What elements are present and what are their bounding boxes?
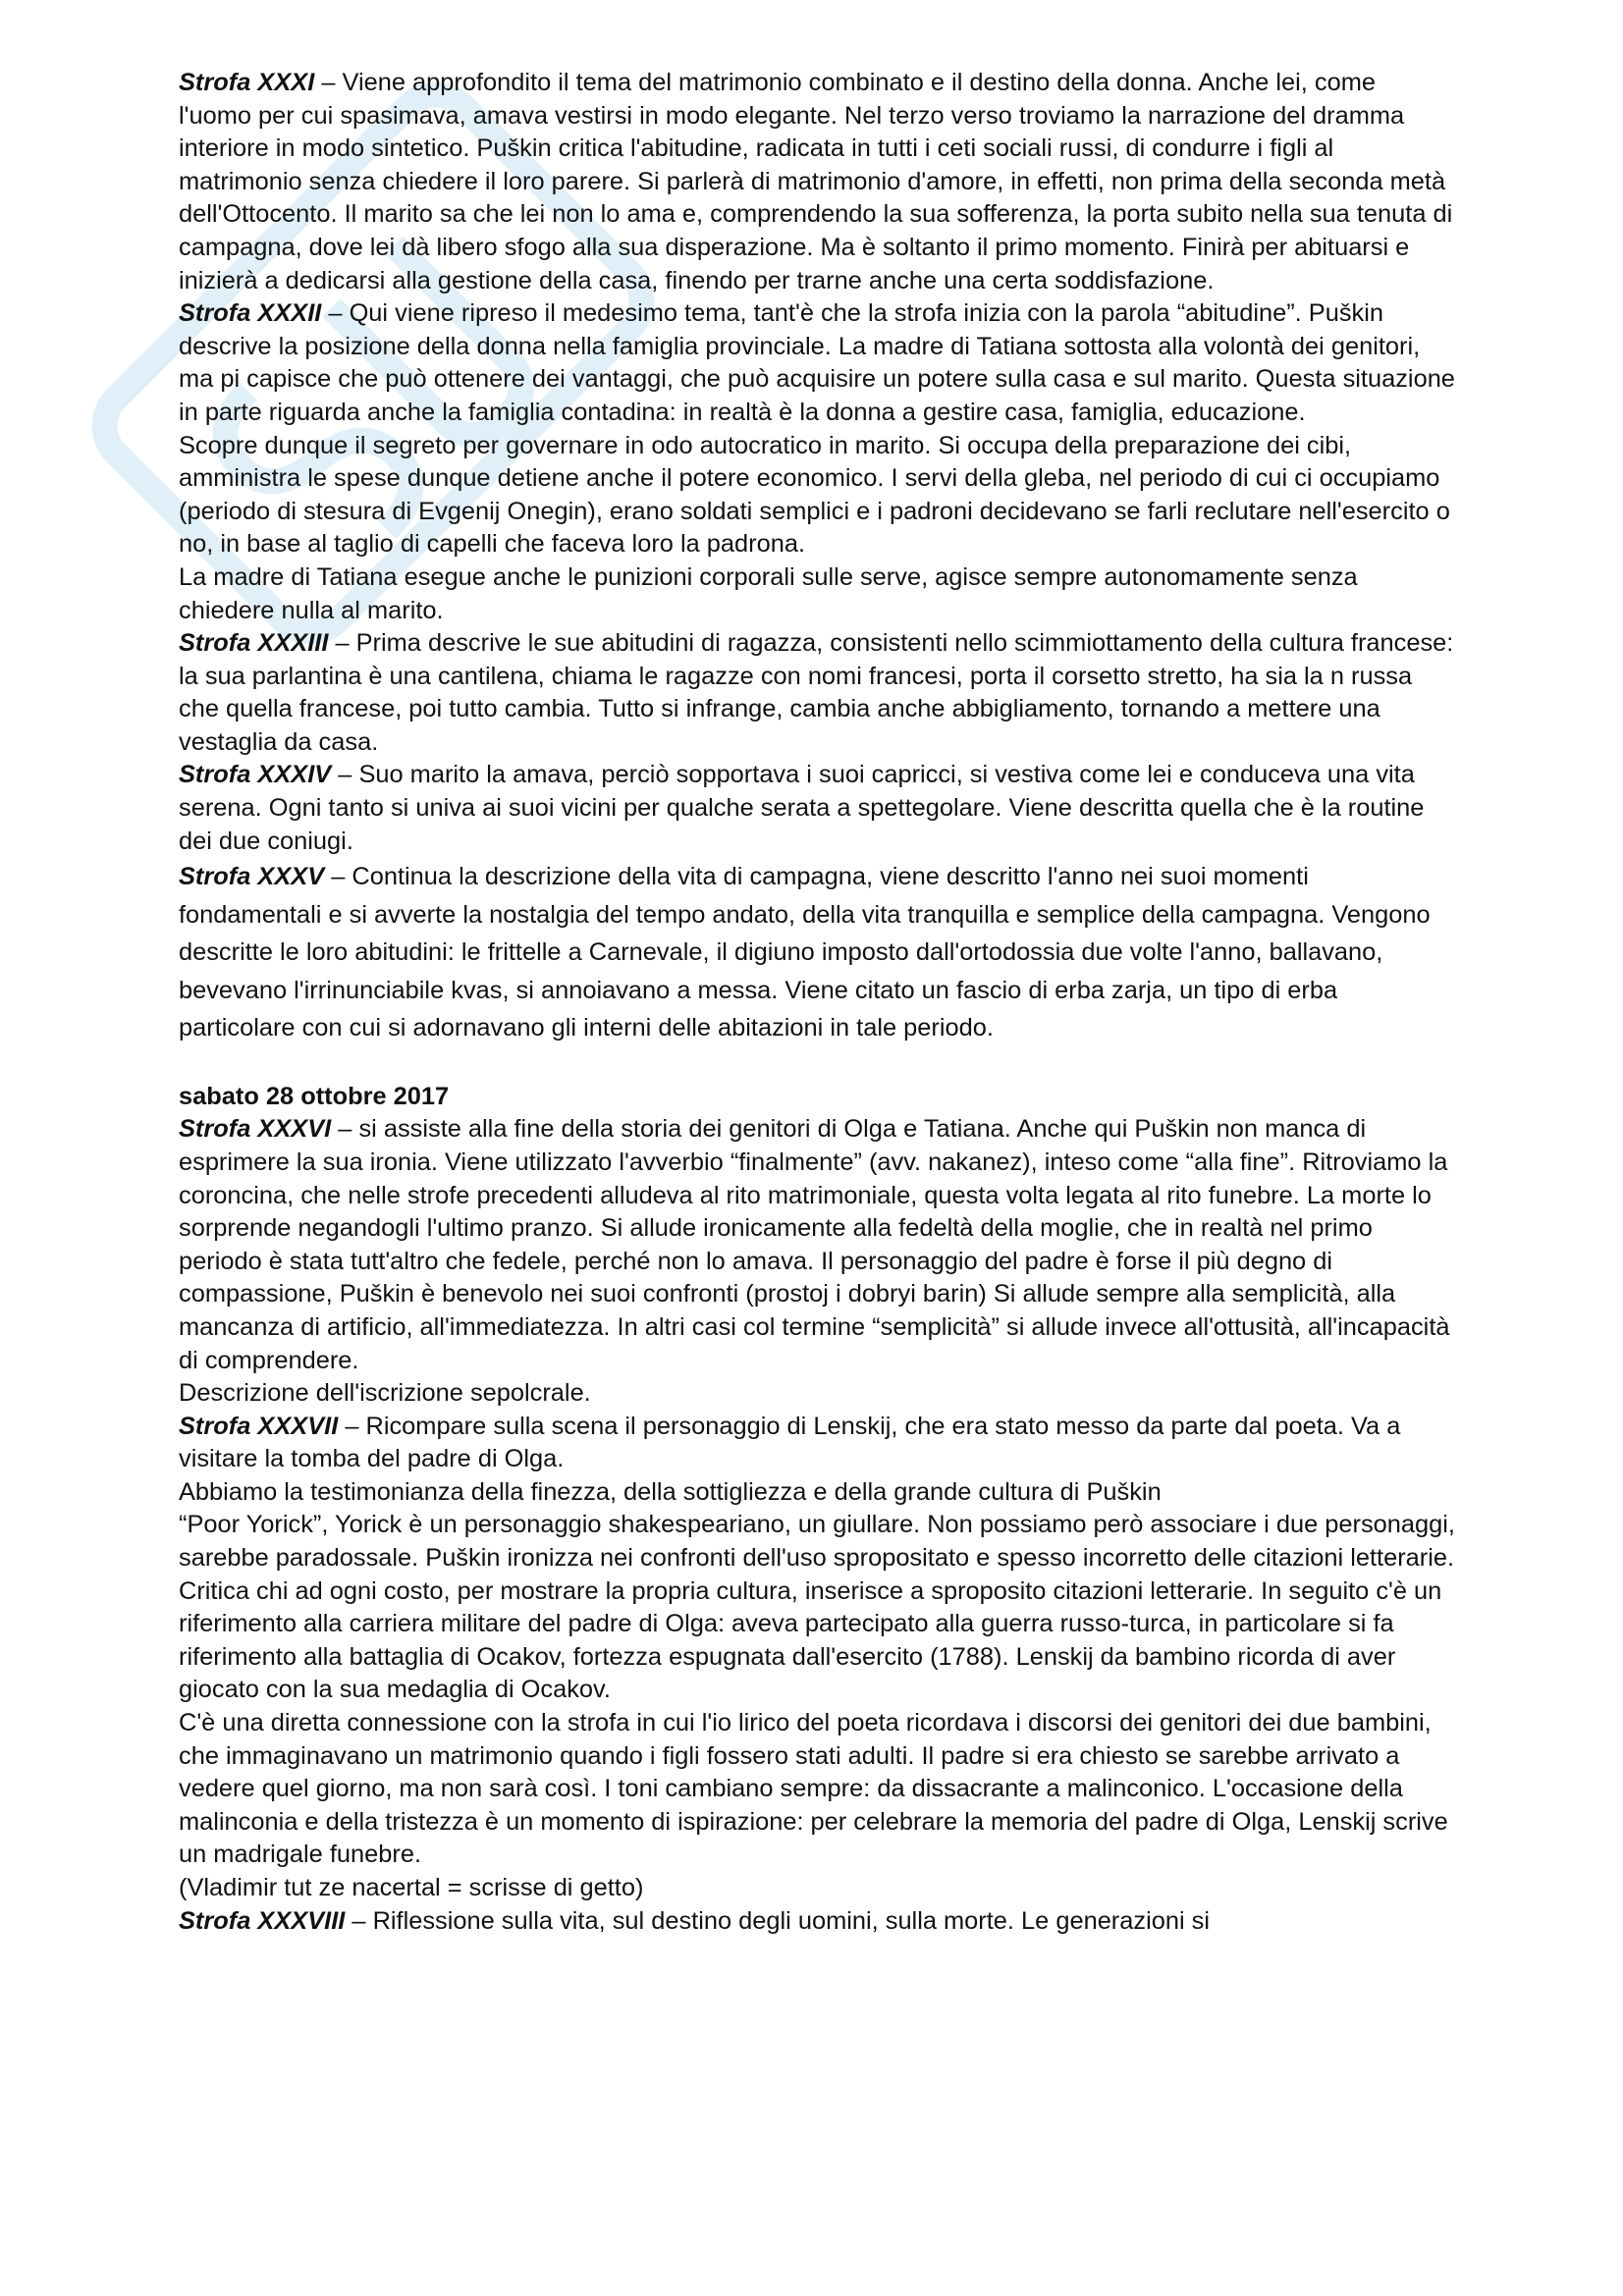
paragraph-text: Qui viene ripreso il medesimo tema, tant'è che la strofa inizia con la parola “abitudine”. Puškin descrive la posizione della donna nella famiglia provinciale. La madre di Tatiana sottosta alla volontà dei genitori, ma pi capisce che può ottenere dei vantaggi, che può acquisire un potere sulla casa e sul marito. Questa situazione in parte riguarda anche la famiglia contadina: in realtà è la donna a gestire casa, famiglia, educazione. (179, 299, 1455, 426)
strofa-heading: Strofa XXXVII (179, 1412, 339, 1440)
strofa-heading: Strofa XXXIV (179, 761, 332, 789)
separator: – (328, 629, 356, 658)
paragraph-text: Ricompare sulla scena il personaggio di Lenskij, che era stato messo da parte dal poeta. Va a visitare la tomba del padre di Olga. (179, 1412, 1401, 1473)
strofa-heading: Strofa XXXVIII (179, 1906, 346, 1935)
separator: – (324, 863, 352, 891)
paragraph-strofa-xxxv (179, 858, 1455, 1047)
paragraph-strofa-xxxi (179, 67, 1455, 297)
strofa-heading: Strofa XXXIII (179, 629, 329, 658)
paragraph-text: (Vladimir tut ze nacertal = scrisse di getto) (179, 1874, 644, 1901)
paragraph-text: Prima descrive le sue abitudini di ragazza, consistenti nello scimmiottamento della cultura francese: la sua parlantina è una cantilena, chiama le ragazze con nomi francesi, porta il corsetto stretto, ha sia la n russa che quella francese, poi tutto cambia. Tutto si infrange, cambia anche abbigliamento, tornando a mettere una vestaglia da casa. (179, 629, 1454, 756)
paragraph-text: si assiste alla fine della storia dei genitori di Olga e Tatiana. Anche qui Puškin non manca di esprimere la sua ironia. Viene utilizzato l'avverbio “finalmente” (avv. nakanez), inteso come “alla fine”. Ritroviamo la coroncina, che nelle strofe precedenti alludeva al rito matrimoniale, questa volta legata al rito funebre. La morte lo sorprende negandogli l'ultimo pranzo. Si allude ironicamente alla fedeltà della moglie, che in realtà nel primo periodo è stata tutt'altro che fedele, perché non lo amava. Il personaggio del padre è forse il più degno di compassione, Puškin è benevolo nei suoi confronti (prostoj i dobryi barin) Si allude sempre alla semplicità, alla mancanza di artificio, all'immediatezza. In altri casi col termine “semplicità” si allude invece all'ottusità, all'incapacità di comprendere. (179, 1115, 1450, 1374)
paragraph-text: “Poor Yorick”, Yorick è un personaggio shakespeariano, un giullare. Non possiamo però associare i due personaggi, sarebbe paradossale. Puškin ironizza nei confronti dell'uso spropositato e spesso incorretto delle citazioni letterarie. Critica chi ad ogni costo, per mostrare la propria cultura, inserisce a sproposito citazioni letterarie. In seguito c'è un riferimento alla carriera militare del padre di Olga: aveva partecipato alla guerra russo-turca, in particolare si fa riferimento alla battaglia di Ocakov, fortezza espugnata dall'esercito (1788). Lenskij da bambino ricorda di aver giocato con la sua medaglia di Ocakov. (179, 1511, 1455, 1704)
document-page (179, 67, 1455, 1938)
paragraph-text: Suo marito la amava, perciò sopportava i suoi capricci, si vestiva come lei e conduceva una vita serena. Ogni tanto si univa ai suoi vicini per qualche serata a spettegolare. Viene descritta quella che è la routine dei due coniugi. (179, 761, 1425, 855)
paragraph-text: Scopre dunque il segreto per governare in odo autocratico in marito. Si occupa della preparazione dei cibi, amministra le spese dunque detiene anche il potere economico. I servi della gleba, nel periodo di cui ci occupiamo (periodo di stesura di Evgenij Onegin), erano soldati semplici e i padroni decidevano se farli reclutare nell'esercito o no, in base al taglio di capelli che faceva loro la padrona. (179, 431, 1450, 559)
separator: – (321, 299, 350, 328)
separator: – (338, 1412, 366, 1440)
paragraph-strofa-xxxiv (179, 759, 1455, 858)
separator: – (314, 69, 343, 96)
paragraph-text: Descrizione dell'iscrizione sepolcrale. (179, 1379, 591, 1408)
paragraph-strofa-xxxviii (179, 1905, 1455, 1939)
strofa-heading: Strofa XXXII (179, 299, 322, 328)
strofa-heading: Strofa XXXV (179, 863, 325, 891)
paragraph-text: C'è una diretta connessione con la strofa in cui l'io lirico del poeta ricordava i discorsi dei genitori dei due bambini, che immaginavano un matrimonio quando i figli fossero stati adulti. Il padre si era chiesto se sarebbe arrivato a vedere quel giorno, ma non sarà così. I toni cambiano sempre: da dissacrante a malinconico. L'occasione della malinconia e della tristezza è un momento di ispirazione: per celebrare la memoria del padre di Olga, Lenskij scrive un madrigale funebre. (179, 1709, 1448, 1869)
paragraph-text: Riflessione sulla vita, sul destino degli uomini, sulla morte. Le generazioni si (372, 1906, 1210, 1935)
paragraph-strofa-xxxii (179, 297, 1455, 429)
paragraph-text: Abbiamo la testimonianza della finezza, della sottigliezza e della grande cultura di Puškin (179, 1477, 1162, 1506)
spacer (179, 1047, 1455, 1081)
separator: – (331, 1115, 359, 1144)
paragraph-text: Continua la descrizione della vita di campagna, viene descritto l'anno nei suoi momenti fondamentali e si avverte la nostalgia del tempo andato, della vita tranquilla e semplice della campagna. Vengono descritte le loro abitudini: le frittelle a Carnevale, il digiuno imposto dall'ortodossia due volte l'anno, ballavano, bevevano l'irrinunciabile kvas, si annoiavano a messa. Viene citato un fascio di erba zarja, un tipo di erba particolare con cui si adornavano gli interni delle abitazioni in tale periodo. (179, 863, 1431, 1042)
separator: – (331, 761, 359, 789)
strofa-heading: Strofa XXXI (179, 69, 315, 96)
paragraph-text: Viene approfondito il tema del matrimonio combinato e il destino della donna. Anche lei, come l'uomo per cui spasimava, amava vestirsi in modo elegante. Nel terzo verso troviamo la narrazione del dramma interiore in modo sintetico. Puškin critica l'abitudine, radicata in tutti i ceti sociali russi, di condurre i figli al matrimonio senza chiedere il loro parere. Si parlerà di matrimonio d'amore, in effetti, non prima della seconda metà dell'Ottocento. Il marito sa che lei non lo ama e, comprendendo la sua sofferenza, la porta subito nella sua tenuta di campagna, dove lei dà libero sfogo alla sua disperazione. Ma è soltanto il primo momento. Finirà per abituarsi e inizierà a dedicarsi alla gestione della casa, finendo per trarne anche una certa soddisfazione. (179, 69, 1453, 294)
paragraph-strofa-xxxvii (179, 1411, 1455, 1476)
strofa-heading: Strofa XXXVI (179, 1115, 332, 1144)
date-heading: sabato 28 ottobre 2017 (179, 1082, 450, 1110)
separator: – (345, 1906, 373, 1935)
paragraph-text: La madre di Tatiana esegue anche le punizioni corporali sulle serve, agisce sempre autonomamente senza chiedere nulla al marito. (179, 562, 1358, 624)
paragraph-strofa-xxxvi (179, 1113, 1455, 1377)
paragraph-strofa-xxxiii (179, 627, 1455, 759)
